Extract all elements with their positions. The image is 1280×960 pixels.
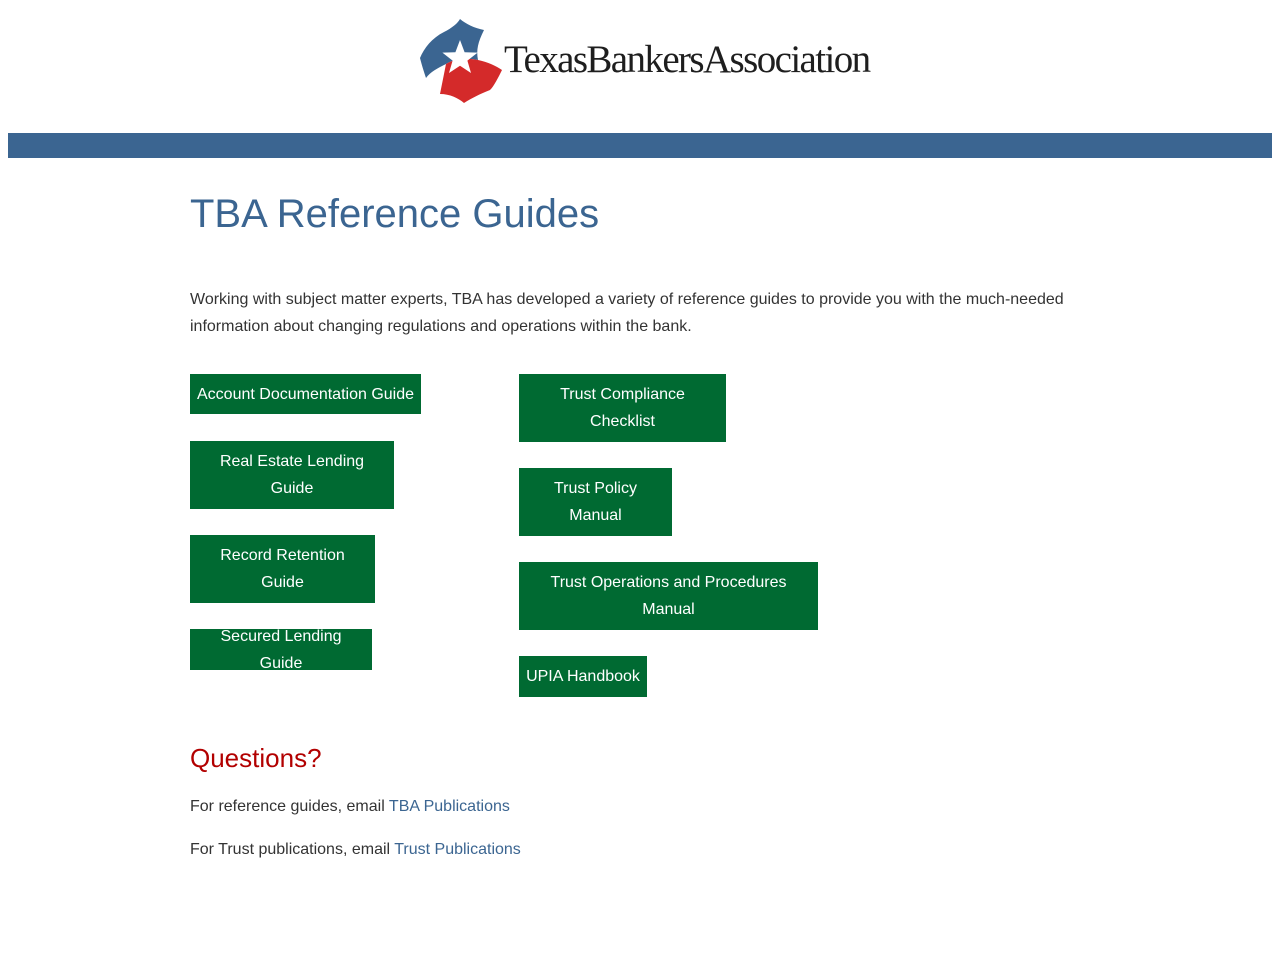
trust-publications-link[interactable]: Trust Publications [394,841,521,858]
guide-button-account-documentation[interactable]: Account Documentation Guide [190,374,421,414]
guide-button-real-estate-lending[interactable]: Real Estate Lending Guide [190,441,394,509]
guide-button-trust-policy[interactable]: Trust Policy Manual [519,468,672,536]
questions-heading: Questions? [190,743,322,773]
logo-text: TexasBankersAssociation [504,38,870,81]
reference-contact-line [190,796,510,818]
site-header [0,0,1280,133]
site-logo[interactable] [418,18,868,104]
tba-publications-link[interactable]: TBA Publications [388,798,510,815]
reference-contact-prefix: For reference guides, email [190,798,385,815]
guide-button-trust-compliance[interactable]: Trust Compliance Checklist [519,374,726,442]
guide-button-secured-lending[interactable]: Secured Lending Guide [190,629,372,670]
trust-contact-line [190,839,521,861]
texas-star-flag-icon [418,18,504,104]
page-title: TBA Reference Guides [190,192,600,236]
guide-button-trust-operations[interactable]: Trust Operations and Procedures Manual [519,562,818,630]
trust-contact-prefix: For Trust publications, email [190,841,391,858]
intro-text: Working with subject matter experts, TBA has developed a variety of reference guides to provide you with the much-needed information about changing regulations and operations within the bank. [190,291,1064,335]
guide-button-record-retention[interactable]: Record Retention Guide [190,535,375,603]
guide-button-upia-handbook[interactable]: UPIA Handbook [519,656,647,697]
nav-bar [8,133,1272,158]
